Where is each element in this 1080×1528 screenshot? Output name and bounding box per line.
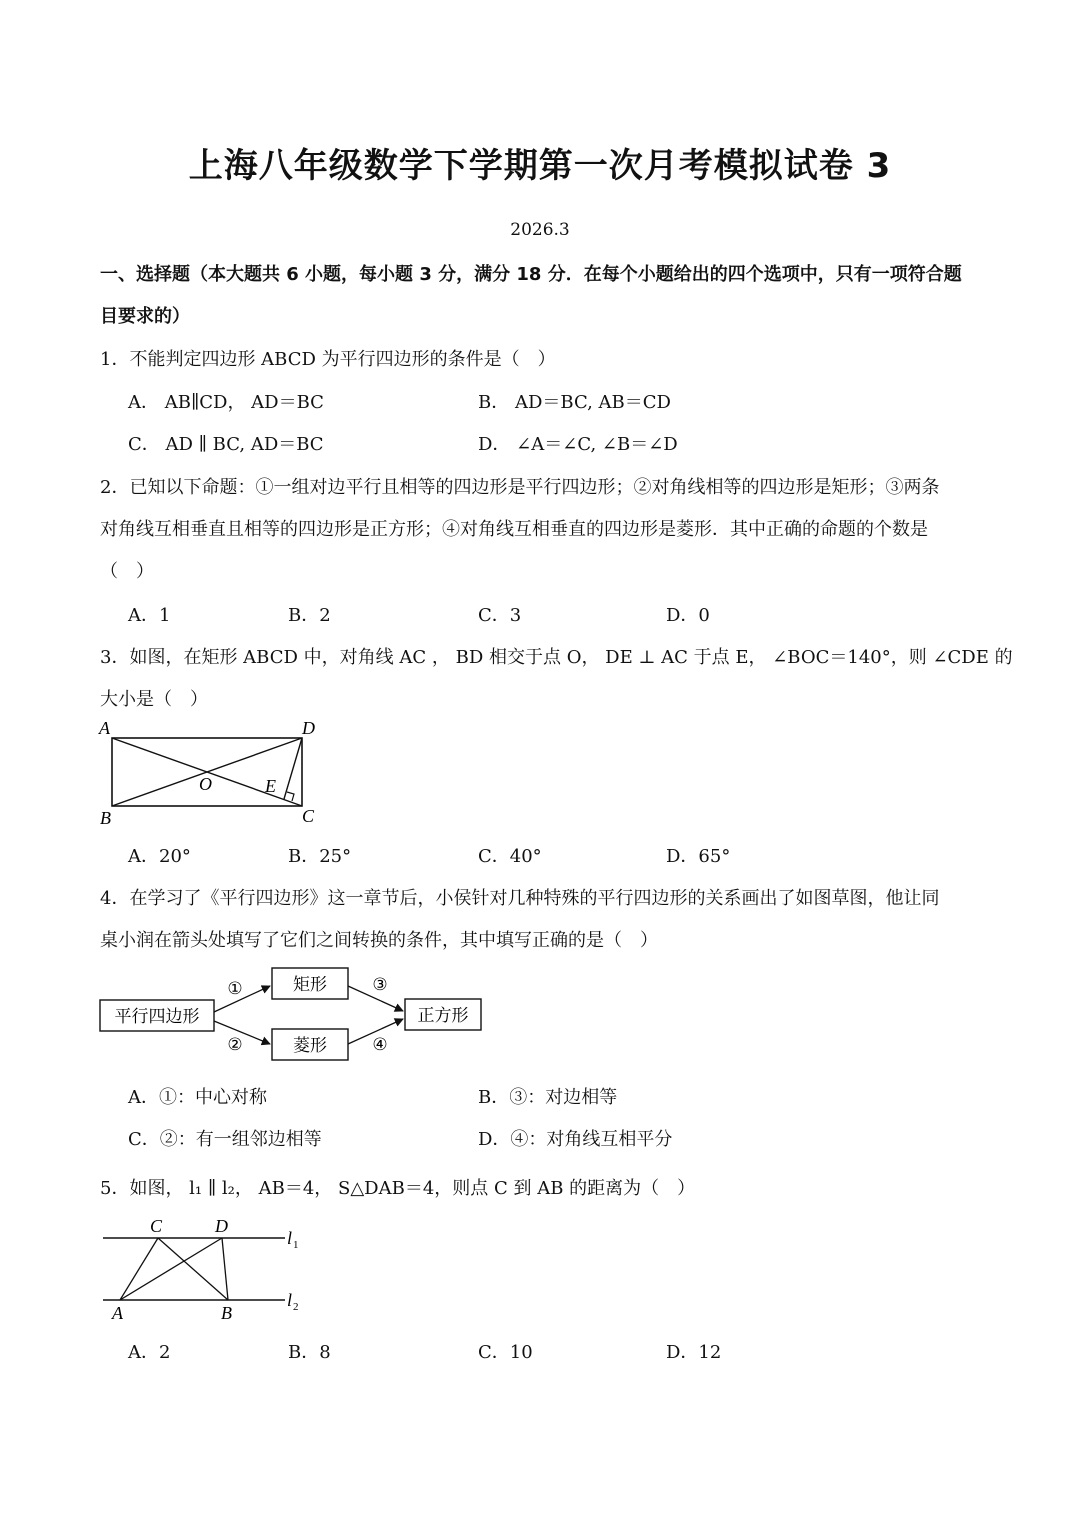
- segment-ad: [120, 1238, 222, 1300]
- segment-de: [284, 738, 302, 799]
- exam-date: 2026.3: [510, 220, 570, 240]
- label-a: A: [99, 718, 110, 738]
- q2-option-c[interactable]: C．3: [478, 605, 522, 626]
- section-heading: 一、选择题（本大题共 6 小题，每小题 3 分，满分 18 分．在每个小题给出的四个选项中，只有一项符合题: [100, 264, 962, 285]
- q4-option-a[interactable]: A．①：中心对称: [128, 1087, 267, 1108]
- label-b: B: [221, 1303, 232, 1323]
- q3-option-b[interactable]: B．25°: [288, 846, 352, 867]
- question-2-line3: （ ）: [100, 561, 154, 582]
- label-parallelogram: 平行四边形: [114, 1007, 200, 1026]
- label-l1: l: [287, 1228, 293, 1248]
- q1-option-b[interactable]: B． AD＝BC, AB＝CD: [478, 392, 671, 413]
- segment-ac: [120, 1238, 158, 1300]
- q1-option-d[interactable]: D． ∠A＝∠C, ∠B＝∠D: [478, 434, 678, 455]
- right-angle-mark: [287, 792, 294, 801]
- segment-bc: [158, 1238, 228, 1300]
- q5-option-c[interactable]: C．10: [478, 1342, 533, 1363]
- q5-option-b[interactable]: B．8: [288, 1342, 331, 1363]
- label-rectangle: 矩形: [293, 975, 327, 994]
- question-5-stem: 5．如图， l₁ ∥ l₂， AB＝4， S△DAB＝4，则点 C 到 AB 的距离为（ ）: [100, 1178, 696, 1199]
- q1-option-a[interactable]: A． AB∥CD， AD＝BC: [128, 392, 324, 413]
- question-3-line2: 大小是（ ）: [100, 689, 208, 710]
- label-c: C: [150, 1216, 163, 1236]
- label-e: E: [265, 776, 276, 796]
- q5-option-d[interactable]: D．12: [666, 1342, 722, 1363]
- segment-bd: [222, 1238, 228, 1300]
- question-4-line2: 桌小润在箭头处填写了它们之间转换的条件，其中填写正确的是（ ）: [100, 930, 658, 951]
- label-c: C: [302, 806, 315, 826]
- q4-option-c[interactable]: C．②：有一组邻边相等: [128, 1129, 322, 1150]
- question-1-stem: 1．不能判定四边形 ABCD 为平行四边形的条件是（ ）: [100, 349, 556, 370]
- section-heading-cont: 目要求的）: [100, 306, 190, 327]
- q2-option-a[interactable]: A．1: [128, 605, 171, 626]
- q4-flow-diagram: [95, 962, 495, 1062]
- arrow-label-4: ④: [372, 1035, 388, 1054]
- question-2-line1: 2．已知以下命题：①一组对边平行且相等的四边形是平行四边形；②对角线相等的四边形是矩形；③两条: [100, 477, 940, 498]
- label-o: O: [199, 774, 212, 794]
- q2-option-b[interactable]: B．2: [288, 605, 331, 626]
- q4-option-b[interactable]: B．③：对边相等: [478, 1087, 618, 1108]
- arrow-label-3: ③: [372, 975, 388, 994]
- label-b: B: [100, 808, 111, 828]
- question-3-line1: 3．如图，在矩形 ABCD 中，对角线 AC ， BD 相交于点 O， DE ⊥ AC 于点 E， ∠BOC＝140°，则 ∠CDE 的: [100, 647, 1013, 668]
- label-l2-sub: 2: [293, 1301, 299, 1313]
- arrow-label-2: ②: [227, 1035, 243, 1054]
- label-square: 正方形: [417, 1006, 469, 1025]
- q3-option-a[interactable]: A．20°: [128, 846, 191, 867]
- q3-rectangle-figure: [95, 712, 335, 832]
- label-l2: l: [287, 1290, 293, 1310]
- q1-option-c[interactable]: C． AD ∥ BC, AD＝BC: [128, 434, 324, 455]
- label-l1-sub: 1: [293, 1239, 299, 1251]
- q3-option-c[interactable]: C．40°: [478, 846, 542, 867]
- label-a: A: [112, 1303, 123, 1323]
- page-title: 上海八年级数学下学期第一次月考模拟试卷 3: [188, 146, 892, 186]
- arrow-label-1: ①: [227, 979, 243, 998]
- q3-option-d[interactable]: D．65°: [666, 846, 731, 867]
- label-rhombus: 菱形: [293, 1036, 327, 1055]
- q5-option-a[interactable]: A．2: [128, 1342, 171, 1363]
- question-2-line2: 对角线互相垂直且相等的四边形是正方形；④对角线互相垂直的四边形是菱形．其中正确的命题的个数是: [100, 519, 928, 540]
- label-d: D: [215, 1216, 228, 1236]
- q5-parallel-lines-figure: [95, 1210, 325, 1325]
- q2-option-d[interactable]: D．0: [666, 605, 710, 626]
- question-4-line1: 4．在学习了《平行四边形》这一章节后，小侯针对几种特殊的平行四边形的关系画出了如图草图，他让同: [100, 888, 940, 909]
- q4-option-d[interactable]: D．④：对角线互相平分: [478, 1129, 673, 1150]
- label-d: D: [302, 718, 315, 738]
